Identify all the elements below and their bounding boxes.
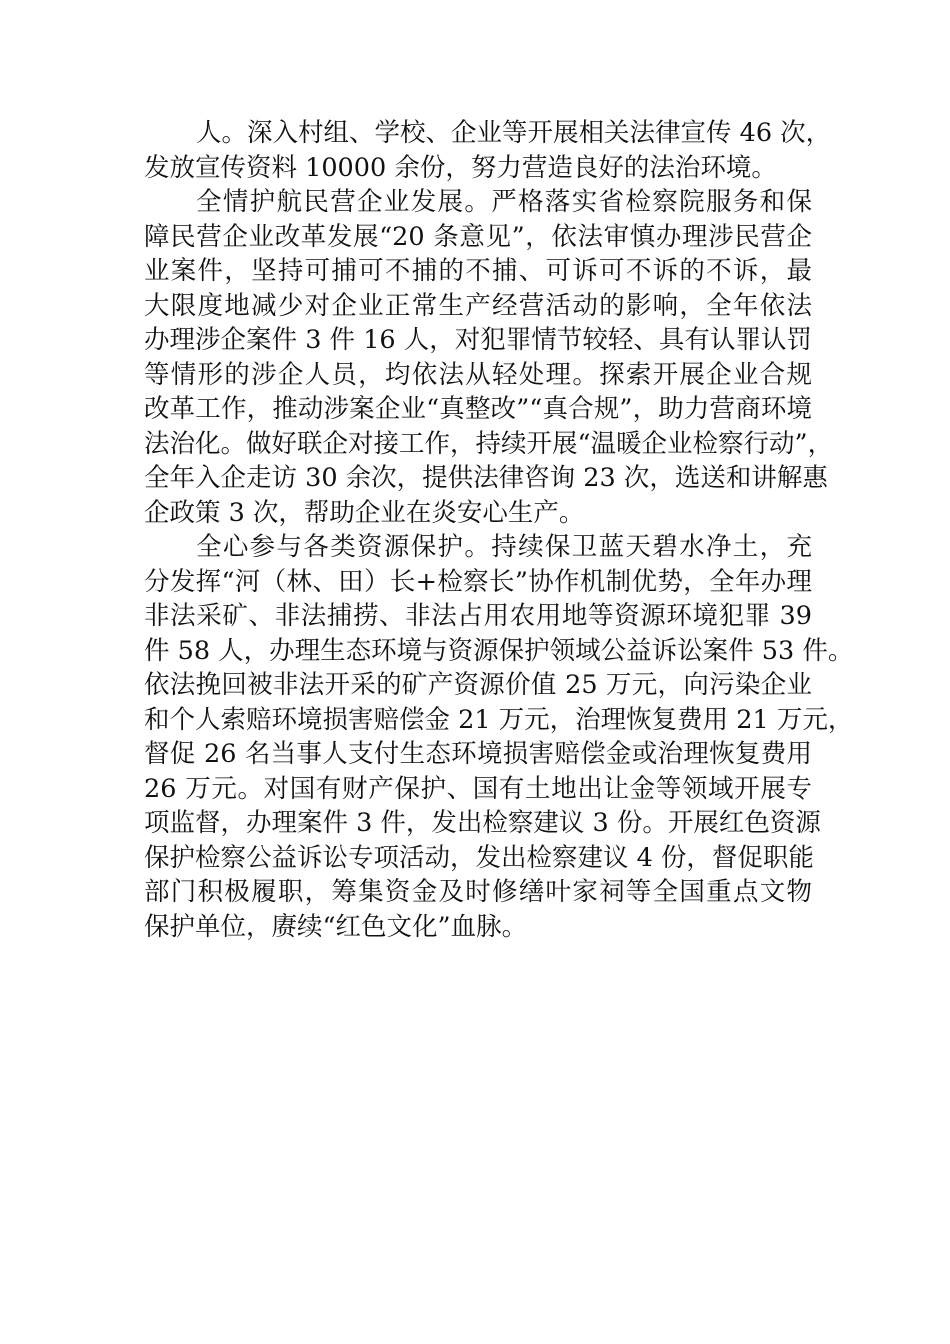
text-line: 大限度地减少对企业正常生产经营活动的影响，全年依法 bbox=[144, 290, 812, 321]
text-line: 项监督，办理案件 3 件，发出检察建议 3 份。开展红色资源 bbox=[144, 808, 821, 838]
text-line: 全情护航民营企业发展。严格落实省检察院服务和保 bbox=[196, 187, 812, 217]
text-line: 办理涉企案件 3 件 16 人，对犯罪情节较轻、具有认罪认罚 bbox=[144, 325, 812, 355]
paragraph-resource-protection bbox=[144, 530, 854, 944]
text-line: 障民营企业改革发展“20 条意见”，依法审慎办理涉民营企 bbox=[144, 221, 812, 252]
text-line: 件 58 人，办理生态环境与资源保护领域公益诉讼案件 53 件。 bbox=[144, 635, 854, 666]
text-line: 依法挽回被非法开采的矿产资源价值 25 万元，向污染企业 bbox=[144, 670, 812, 700]
text-line: 非法采矿、非法捕捞、非法占用农用地等资源环境犯罪 39 bbox=[144, 601, 812, 631]
paragraph-private-enterprise bbox=[144, 185, 834, 530]
text-line: 和个人索赔环境损害赔偿金 21 万元，治理恢复费用 21 万元， bbox=[144, 704, 854, 735]
text-line: 等情形的涉企人员，均依法从轻处理。探索开展企业合规 bbox=[144, 359, 812, 390]
text-line: 分发挥“河（林、田）长+检察长”协作机制优势，全年办理 bbox=[144, 566, 812, 597]
text-line: 发放宣传资料 10000 余份，努力营造良好的法治环境。 bbox=[144, 152, 777, 183]
paragraph-intro-tail bbox=[144, 116, 832, 185]
text-line: 26 万元。对国有财产保护、国有土地出让金等领域开展专 bbox=[144, 773, 812, 804]
body-text bbox=[144, 116, 854, 944]
text-line: 企政策 3 次，帮助企业在炎安心生产。 bbox=[144, 497, 585, 528]
text-line: 法治化。做好联企对接工作，持续开展“温暖企业检察行动”， bbox=[144, 428, 834, 459]
text-line: 部门积极履职，筹集资金及时修缮叶家祠等全国重点文物 bbox=[144, 877, 812, 907]
text-line: 全心参与各类资源保护。持续保卫蓝天碧水净土，充 bbox=[196, 532, 812, 562]
text-line: 改革工作，推动涉案企业“真整改”“真合规”，助力营商环境 bbox=[144, 394, 812, 424]
text-line: 全年入企走访 30 余次，提供法律咨询 23 次，选送和讲解惠 bbox=[144, 463, 828, 493]
text-line: 保护检察公益诉讼专项活动，发出检察建议 4 份，督促职能 bbox=[144, 842, 814, 873]
text-line: 人。深入村组、学校、企业等开展相关法律宣传 46 次， bbox=[196, 118, 832, 148]
text-line: 业案件，坚持可捕可不捕的不捕、可诉可不诉的不诉，最 bbox=[144, 256, 812, 286]
text-line: 督促 26 名当事人支付生态环境损害赔偿金或治理恢复费用 bbox=[144, 739, 812, 769]
text-line: 保护单位，赓续“红色文化”血脉。 bbox=[144, 911, 528, 942]
